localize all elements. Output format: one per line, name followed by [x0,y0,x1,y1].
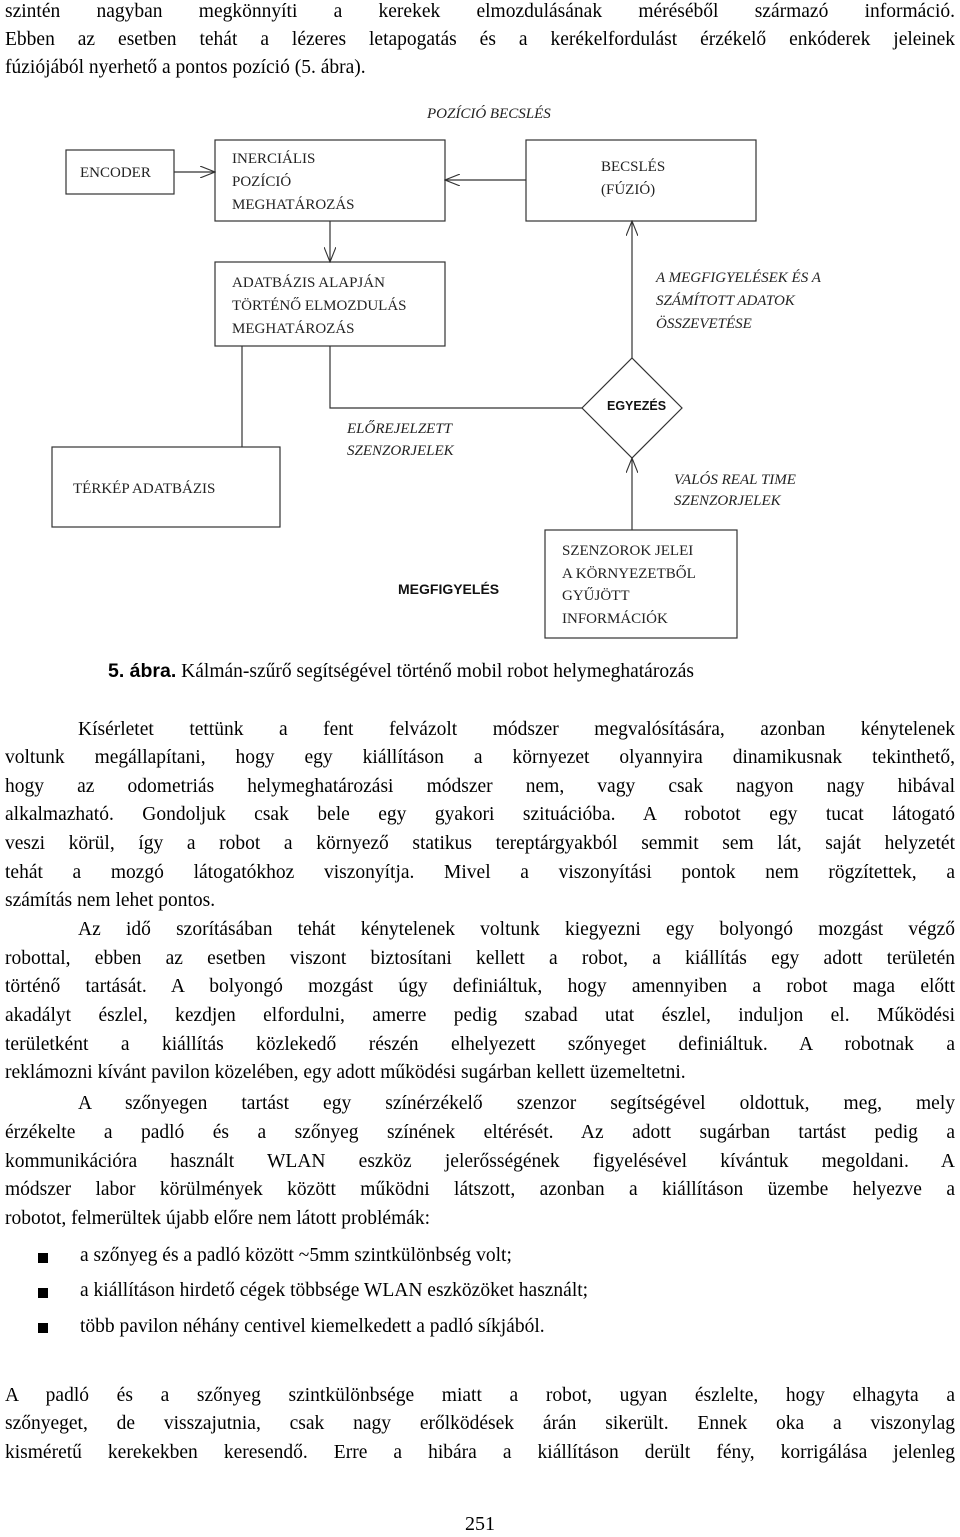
kalman-filter-diagram [0,0,960,650]
becsles-label: (FÚZIÓ) [601,182,656,198]
bullet-marker [38,1323,48,1333]
megfigyeles-label: MEGFIGYELÉS [398,581,500,597]
paragraph-line: kisméretű kerekekben keresendő. Erre a hibára a kiállításon derült fény, korrigálása jelenleg [5,1442,955,1463]
adatbazis-label: MEGHATÁROZÁS [232,321,355,337]
paragraph-line: A padló és a szőnyeg szintkülönbsége miatt a robot, ugyan észlelte, hogy elhagyta a [5,1385,955,1406]
paragraph-line: akadályt észlel, kezdjen elfordulni, amerre pedig szabad utat észlel, induljon el. Működési [5,1005,955,1026]
terkep-label: TÉRKÉP ADATBÁZIS [73,481,216,497]
szenzorok-label: GYŰJÖTT [562,588,630,604]
paragraph-line: érzékelte a padló és a szőnyeg színének eltérését. Az adott sugárban tartást pedig a [5,1122,955,1143]
bullet-item: több pavilon néhány centivel kiemelkedett a padló síkjából. [80,1316,545,1337]
paragraph-line: területként a kiállítás közlekedő részén elhelyezett szőnyeget definiáltuk. A robotnak a [5,1034,955,1055]
paragraph-line: Az idő szorításában tehát kénytelenek voltunk kiegyezni egy bolyongó mozgást végző [78,919,955,940]
paragraph-line: tehát a mozgó látogatókhoz viszonyítja. Mivel a viszonyítási pontok nem rögzítettek, a [5,862,955,883]
elorejelzett-label: SZENZORJELEK [347,443,454,459]
bullet-item: a kiállításon hirdető cégek többsége WLAN eszközöket használt; [80,1280,589,1301]
valos-label: VALÓS REAL TIME [674,472,796,488]
bullet-marker [38,1253,48,1263]
encoder-label: ENCODER [80,165,151,181]
intro-line: fúziójából nyerhető a pontos pozíció (5. ábra). [5,57,366,78]
valos-label: SZENZORJELEK [674,493,781,509]
paragraph-line: robottal, ebben az esetben viszont biztosítani kellett a robot, a kiállítás egy adott területén [5,948,955,969]
adatbazis-to-diamond-connector [330,346,582,408]
paragraph-line: történő tartását. A bolyongó mozgást úgy definiáltuk, hogy amennyiben a robot maga előtt [5,976,955,997]
paragraph-line: voltunk megállapítani, hogy egy kiállításon a környezet olyannyira dinamikusnak tekinthető, [5,747,955,768]
elorejelzett-label: ELŐREJELZETT [347,421,453,437]
paragraph-line: kommunikációra használt WLAN eszköz jelerősségének figyelésével kívántuk megoldani. A [5,1151,955,1172]
inercialis-label: POZÍCIÓ [232,174,292,190]
paragraph-line: reklámozni kívánt pavilon közelében, egy adott működési sugárban kellett üzemeltetni. [5,1062,686,1083]
becsles-label: BECSLÉS [601,159,666,175]
bullet-item: a szőnyeg és a padló között ~5mm szintkülönbség volt; [80,1245,512,1266]
paragraph-line: számítás nem lehet pontos. [5,890,216,911]
paragraph-line: veszi körül, így a robot a környező statikus tereptárgyakból semmit sem lát, saját helyzetét [5,833,955,854]
intro-line: szintén nagyban megkönnyíti a kerekek elmozdulásának méréséből származó információ. [5,1,955,22]
osszevetes-label: ÖSSZEVETÉSE [656,316,752,332]
adatbazis-label: TÖRTÉNŐ ELMOZDULÁS [232,298,407,314]
bullet-marker [38,1288,48,1298]
egyezes-label: EGYEZÉS [607,399,667,413]
paragraph-line: módszer labor körülmények között működni látszott, azonban a kiállításon üzembe helyezve a [5,1179,955,1200]
szenzorok-label: INFORMÁCIÓK [562,611,668,627]
caption-text: Kálmán-szűrő segítségével történő mobil robot helymeghatározás [181,661,694,682]
szenzorok-label: A KÖRNYEZETBŐL [562,566,696,582]
paragraph-line: Kísérletet tettünk a fent felvázolt módszer megvalósítására, azonban kénytelenek [78,719,955,740]
intro-line: Ebben az esetben tehát a lézeres letapogatás és a kerékelfordulást érzékelő enkóderek jeleinek [5,29,955,50]
paragraph-line: szőnyeget, de visszajutnia, csak nagy erőlködések árán sikerült. Ennek oka a viszonylag [5,1413,955,1434]
paragraph-line: robotot, felmerültek újabb előre nem látott problémák: [5,1208,431,1229]
pozicio-becsles-label: POZÍCIÓ BECSLÉS [427,106,551,122]
becsles-box [526,140,756,221]
osszevetes-label: A MEGFIGYELÉSEK ÉS A [656,270,821,286]
paragraph-line: hogy az odometriás helymeghatározási módszer nem, vagy csak nagyon nagy hibával [5,776,955,797]
adatbazis-label: ADATBÁZIS ALAPJÁN [232,275,385,291]
inercialis-label: INERCIÁLIS [232,151,316,167]
paragraph-line: alkalmazható. Gondoljuk csak bele egy gyakori szituációba. A robotot egy tucat látogató [5,804,955,825]
szenzorok-label: SZENZOROK JELEI [562,543,694,559]
osszevetes-label: SZÁMÍTOTT ADATOK [656,293,795,309]
caption-label: 5. ábra. [108,660,177,682]
figure-caption [108,660,694,683]
page-number: 251 [465,1513,495,1535]
inercialis-label: MEGHATÁROZÁS [232,197,355,213]
paragraph-line: A szőnyegen tartást egy színérzékelő szenzor segítségével oldottuk, meg, mely [78,1093,955,1114]
